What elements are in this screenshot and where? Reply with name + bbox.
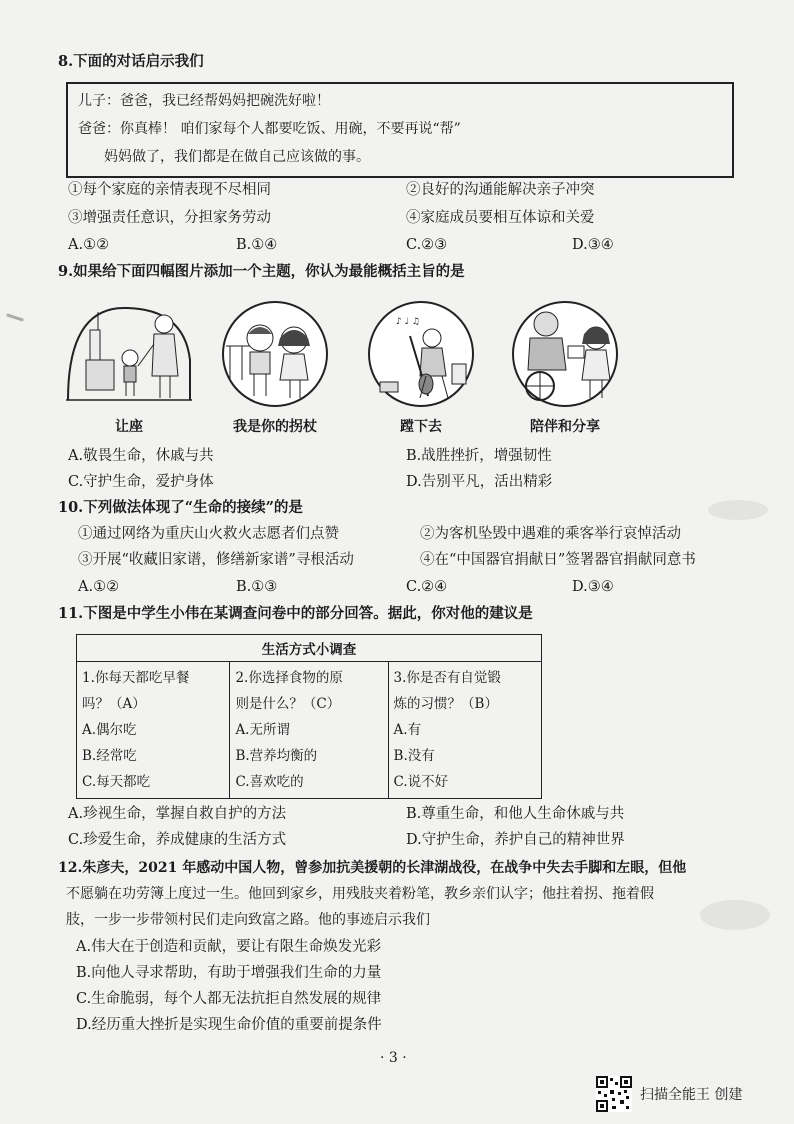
option-b[interactable]: B.尊重生命，和他人生命休戚与共 xyxy=(406,806,625,822)
survey-choice: C.喜欢吃的 xyxy=(235,774,304,790)
survey-question: 吗？（A） xyxy=(82,696,146,712)
statement-1: ①每个家庭的亲情表现不尽相同 xyxy=(68,182,271,198)
option-b[interactable]: B.①④ xyxy=(236,237,278,253)
option-a[interactable]: A.①② xyxy=(78,579,120,595)
question-8-stem: 8.下面的对话启示我们 xyxy=(58,53,204,70)
survey-question: 3.你是否有自觉锻 xyxy=(393,670,501,686)
survey-choice: B.没有 xyxy=(393,748,435,764)
question-10-stem: 10.下列做法体现了“生命的接续”的是 xyxy=(58,499,303,516)
survey-choice: B.营养均衡的 xyxy=(235,748,318,764)
survey-table xyxy=(76,634,542,799)
caption-2: 我是你的拐杖 xyxy=(233,419,317,435)
survey-column-breakfast xyxy=(77,662,230,799)
scan-speck xyxy=(708,500,768,520)
option-c[interactable]: C.守护生命，爱护身体 xyxy=(68,474,214,490)
survey-question: 炼的习惯？（B） xyxy=(393,696,498,712)
question-11-stem: 11.下图是中学生小伟在某调查问卷中的部分回答。据此，你对他的建议是 xyxy=(58,605,533,622)
option-d[interactable]: D.经历重大挫折是实现生命价值的重要前提条件 xyxy=(76,1017,382,1033)
survey-question: 1.你每天都吃早餐 xyxy=(82,670,190,686)
statement-2: ②为客机坠毁中遇难的乘客举行哀悼活动 xyxy=(420,526,681,542)
survey-choice: C.说不好 xyxy=(393,774,449,790)
survey-choice: C.每天都吃 xyxy=(82,774,151,790)
picture-company-share xyxy=(500,300,630,408)
picture-crutch xyxy=(210,300,340,408)
statement-3: ③增强责任意识，分担家务劳动 xyxy=(68,210,271,226)
caption-3: 蹚下去 xyxy=(400,419,442,435)
option-b[interactable]: B.向他人寻求帮助，有助于增强我们生命的力量 xyxy=(76,965,382,981)
scanner-footer xyxy=(596,1076,766,1116)
survey-question: 2.你选择食物的原 xyxy=(235,670,343,686)
option-b[interactable]: B.①③ xyxy=(236,579,278,595)
page-number: · 3 · xyxy=(380,1050,407,1066)
statement-2: ②良好的沟通能解决亲子冲突 xyxy=(406,182,595,198)
dialogue-line: 儿子：爸爸，我已经帮妈妈把碗洗好啦！ xyxy=(78,93,330,109)
option-c[interactable]: C.生命脆弱，每个人都无法抗拒自然发展的规律 xyxy=(76,991,382,1007)
svg-text:♪ ♩ ♫: ♪ ♩ ♫ xyxy=(396,317,420,327)
statement-1: ①通过网络为重庆山火救火志愿者们点赞 xyxy=(78,526,339,542)
question-12-text: 不愿躺在功劳簿上度过一生。他回到家乡，用残肢夹着粉笔，教乡亲们认字；他拄着拐、拖着假 xyxy=(66,886,654,902)
dialogue-line: 爸爸：你真棒！ 咱们家每个人都要吃饭、用碗，不要再说“帮” xyxy=(78,121,461,137)
scan-speck xyxy=(700,900,770,930)
statement-4: ④家庭成员要相互体谅和关爱 xyxy=(406,210,595,226)
survey-choice: A.无所谓 xyxy=(235,722,290,738)
option-d[interactable]: D.③④ xyxy=(572,237,614,253)
scanner-brand-text: 扫描全能王 创建 xyxy=(640,1087,743,1103)
option-a[interactable]: A.①② xyxy=(68,237,110,253)
dialogue-line: 妈妈做了，我们都是在做自己应该做的事。 xyxy=(104,149,370,165)
question-12-stem: 12.朱彦夫，2021 年感动中国人物，曾参加抗美援朝的长津湖战役，在战争中失去手脚和左眼，但他 xyxy=(58,860,687,876)
survey-column-food xyxy=(230,662,388,799)
statement-3: ③开展“收藏旧家谱，修缮新家谱”寻根活动 xyxy=(78,552,354,568)
caption-4: 陪伴和分享 xyxy=(530,419,600,435)
survey-column-exercise xyxy=(388,662,541,799)
survey-question: 则是什么？（C） xyxy=(235,696,341,712)
option-c[interactable]: C.②④ xyxy=(406,579,448,595)
caption-1: 让座 xyxy=(115,419,143,435)
survey-choice: A.偶尔吃 xyxy=(82,722,137,738)
option-d[interactable]: D.③④ xyxy=(572,579,614,595)
statement-4: ④在“中国器官捐献日”签署器官捐献同意书 xyxy=(420,552,696,568)
option-c[interactable]: C.珍爱生命，养成健康的生活方式 xyxy=(68,832,287,848)
option-d[interactable]: D.守护生命，养护自己的精神世界 xyxy=(406,832,625,848)
picture-wade-through xyxy=(356,300,486,408)
option-a[interactable]: A.敬畏生命，休戚与共 xyxy=(68,448,214,464)
dialogue-box xyxy=(66,82,734,178)
option-d[interactable]: D.告别平凡，活出精彩 xyxy=(406,474,553,490)
question-12-text: 肢，一步一步带领村民们走向致富之路。他的事迹启示我们 xyxy=(66,912,430,928)
survey-choice: A.有 xyxy=(393,722,422,738)
qr-code-icon xyxy=(596,1076,632,1112)
option-a[interactable]: A.珍视生命，掌握自救自护的方法 xyxy=(68,806,287,822)
survey-title: 生活方式小调查 xyxy=(77,635,542,662)
survey-choice: B.经常吃 xyxy=(82,748,137,764)
option-b[interactable]: B.战胜挫折，增强韧性 xyxy=(406,448,552,464)
picture-give-seat xyxy=(64,300,194,408)
question-9-stem: 9.如果给下面四幅图片添加一个主题，你认为最能概括主旨的是 xyxy=(58,263,465,280)
option-c[interactable]: C.②③ xyxy=(406,237,448,253)
scan-speck xyxy=(6,313,24,321)
option-a[interactable]: A.伟大在于创造和贡献，要让有限生命焕发光彩 xyxy=(76,939,382,955)
